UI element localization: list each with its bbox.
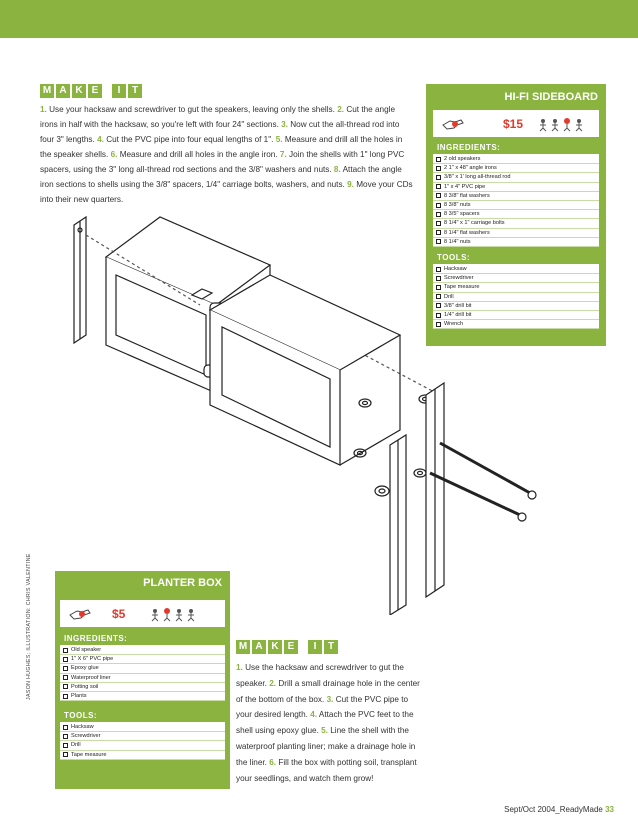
card-title: HI-FI SIDEBOARD	[504, 91, 598, 103]
list-item[interactable]: Wrench	[433, 320, 599, 329]
list-item[interactable]: 8 3/5" spacers	[433, 210, 599, 219]
hand-icon	[68, 606, 92, 622]
list-item[interactable]: Epoxy glue	[60, 664, 225, 673]
price-label: $15	[503, 116, 524, 131]
list-item[interactable]: Hacksaw	[433, 265, 599, 274]
card-title: PLANTER BOX	[143, 577, 222, 589]
makeit-badge-bottom: M A K E I T	[236, 640, 338, 654]
instructions-top: 1. Use your hacksaw and screwdriver to gut the speakers, leaving only the shells. 2. Cut the angle irons in half with the hacksaw, so you're left with four 24" sections. 3. Now cut the all-thread rod into four 3" lengths. 4. Cut the PVC pipe into four equal lengths of 1". 5. Measure and drill all the holes in the speaker shells. 6. Measure and drill all holes in the angle iron. 7. Join the shells with 1" long PVC spacers, using the 3" long all-thread rod sections and the 3/8" washers and nuts. 8. Attach the angle iron sections to shells using the 3/8" spacers, 1/4" carriage bolts, washers, and nuts. 9. Move your CDs into their new quarters.	[40, 105, 413, 204]
list-item[interactable]: Tape measure	[60, 751, 225, 760]
difficulty-figures-icon	[149, 606, 199, 622]
makeit-badge-top: M A K E I T	[40, 84, 142, 98]
tools-list	[60, 723, 225, 760]
list-item[interactable]: Waterproof liner	[60, 674, 225, 683]
list-item[interactable]: 8 3/8" nuts	[433, 201, 599, 210]
tools-heading: TOOLS:	[60, 710, 225, 723]
ingredients-heading: INGREDIENTS:	[60, 633, 225, 646]
difficulty-figures-icon	[537, 116, 587, 132]
list-item[interactable]: Tape measure	[433, 283, 599, 292]
photo-credit: JASON HUGHES; ILLUSTRATION: CHRIS VALENTINE	[26, 553, 32, 700]
list-item[interactable]: 3/8" drill bit	[433, 302, 599, 311]
list-item[interactable]: Drill	[433, 293, 599, 302]
list-item[interactable]: 1" x 4" PVC pipe	[433, 183, 599, 192]
list-item[interactable]: 2 1" x 48" angle irons	[433, 164, 599, 173]
list-item[interactable]: Old speaker	[60, 646, 225, 655]
list-item[interactable]: Screwdriver	[433, 274, 599, 283]
list-item[interactable]: 3/8" x 1' long all-thread rod	[433, 173, 599, 182]
list-item[interactable]: 1" X 6" PVC pipe	[60, 655, 225, 664]
page-number: 33	[605, 805, 614, 814]
list-item[interactable]: 8 1/4" nuts	[433, 238, 599, 247]
ingredients-heading: INGREDIENTS:	[433, 142, 599, 155]
exploded-assembly-illustration	[60, 195, 540, 615]
list-item[interactable]: Screwdriver	[60, 732, 225, 741]
price-row	[60, 600, 225, 627]
list-item[interactable]: 1/4" drill bit	[433, 311, 599, 320]
page-footer: Sept/Oct 2004_ReadyMade 33	[504, 805, 614, 814]
list-item[interactable]: 8 3/8" flat washers	[433, 192, 599, 201]
instructions-bottom: 1. Use the hacksaw and screwdriver to gut the speaker. 2. Drill a small drainage hole in the center of the bottom of the box. 3. Cut the PVC pipe to your desired length. 4. Attach the PVC feet to the shell using epoxy glue. 5. Line the shell with the waterproof planting liner; make a drainage hole in the liner. 6. Fill the box with potting soil, transplant your seedlings, and watch them grow!	[236, 663, 420, 783]
header-band	[0, 0, 638, 38]
list-item[interactable]: 8 1/4" x 1" carriage bolts	[433, 219, 599, 228]
price-row	[433, 110, 599, 137]
list-item[interactable]: Drill	[60, 741, 225, 750]
list-item[interactable]: 8 1/4" flat washers	[433, 229, 599, 238]
list-item[interactable]: Potting soil	[60, 683, 225, 692]
ingredients-list	[60, 646, 225, 701]
tools-heading: TOOLS:	[433, 252, 599, 265]
hand-icon	[441, 116, 465, 132]
list-item[interactable]: 2 old speakers	[433, 155, 599, 164]
list-item[interactable]: Hacksaw	[60, 723, 225, 732]
list-item[interactable]: Plants	[60, 692, 225, 701]
price-label: $5	[112, 606, 126, 621]
